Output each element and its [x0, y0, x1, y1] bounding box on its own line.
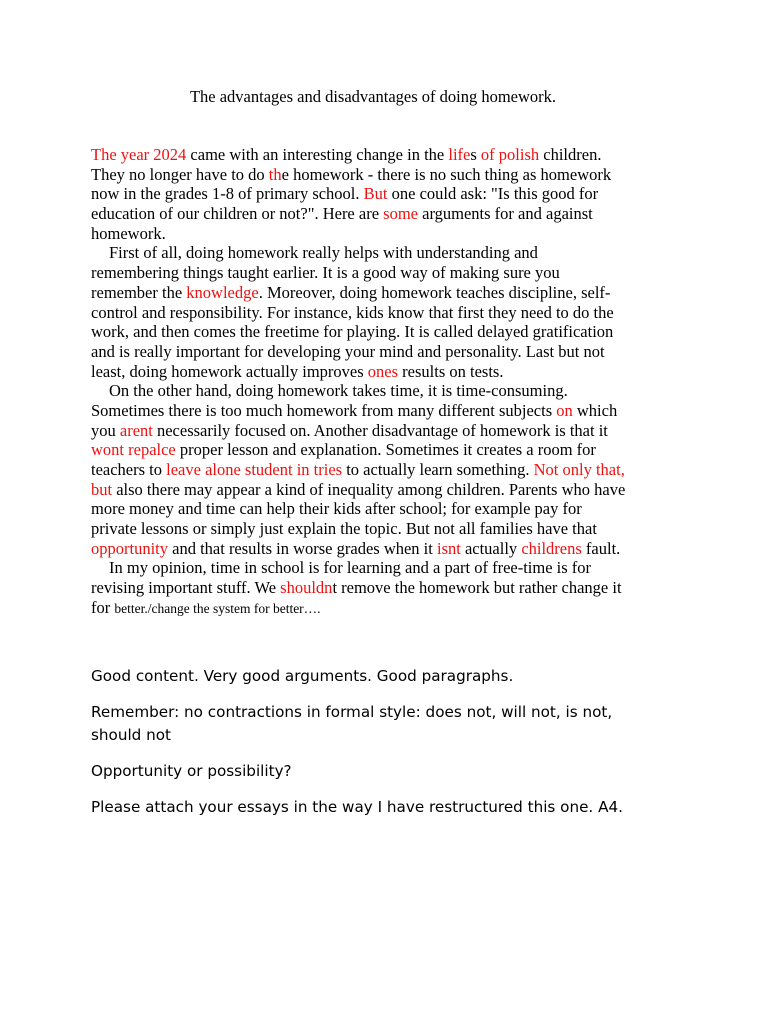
text-segment: On the other hand, doing homework takes time, it is time-consuming. [109, 381, 568, 401]
text-segment: results on tests. [398, 361, 504, 381]
essay-line [91, 303, 687, 323]
essay-body [91, 145, 687, 618]
text-segment: and that results in worse grades when it [168, 538, 437, 558]
marked-error: of polish [480, 145, 540, 164]
text-segment: least, doing homework actually improves [91, 361, 368, 381]
text-segment: First of all, doing homework really helps with understanding and [109, 243, 538, 263]
essay-line [91, 381, 687, 401]
essay-line [91, 165, 687, 185]
marked-error: life [448, 145, 471, 164]
text-segment: arguments for and against [418, 204, 593, 224]
marked-error: knowledge [186, 282, 259, 302]
feedback-line-word-choice: Opportunity or possibility? [91, 762, 292, 780]
text-segment: to actually learn something. [342, 460, 534, 479]
essay-line [91, 480, 687, 500]
marked-error: opportunity [91, 538, 168, 558]
marked-error: on [556, 400, 573, 420]
text-segment: and is really important for developing your mind and personality. Last but not [91, 341, 605, 361]
marked-error: childrens [521, 538, 582, 558]
small-text: better./change the system for better…. [114, 600, 321, 616]
text-segment: fault. [581, 538, 621, 558]
text-segment: e homework - there is no such thing as homework [281, 164, 612, 184]
essay-line [91, 322, 687, 342]
text-segment: for [91, 597, 115, 617]
essay-line [91, 440, 687, 460]
essay-line [91, 184, 687, 204]
marked-error: but [91, 479, 113, 499]
text-segment: teachers to [91, 460, 167, 479]
essay-line [91, 224, 687, 244]
essay-line [91, 263, 687, 283]
essay-line [91, 499, 687, 519]
text-segment: remember the [91, 282, 187, 302]
text-segment: actually [460, 538, 522, 558]
essay-line [91, 145, 687, 165]
essay-line [91, 243, 687, 263]
essay-line [91, 401, 687, 421]
text-segment: They no longer have to do [91, 164, 269, 184]
essay-line [91, 421, 687, 441]
essay-line [91, 539, 687, 559]
essay-line [91, 342, 687, 362]
text-segment: which [572, 400, 618, 420]
essay-line [91, 558, 687, 578]
text-segment: Sometimes there is too much homework from many different subjects [91, 400, 557, 420]
marked-error: Not only that, [533, 460, 625, 479]
essay-line [91, 283, 687, 303]
text-segment: proper lesson and explanation. Sometimes it creates a room for [175, 440, 596, 460]
text-segment: more money and time can help their kids after school; for example pay for [91, 499, 582, 519]
text-segment: s [470, 145, 481, 164]
text-segment: came with an interesting change in the [186, 145, 449, 164]
essay-line [91, 598, 687, 618]
text-segment: education of our children or not?". Here are [91, 204, 384, 224]
essay-line [91, 362, 687, 382]
text-segment: children. [539, 145, 602, 164]
text-segment: private lessons or simply just explain the topic. But not all families have that [91, 519, 597, 539]
essay-line [91, 578, 687, 598]
essay-title: The advantages and disadvantages of doing homework. [189, 87, 557, 106]
marked-error: th [268, 164, 282, 184]
essay-line [91, 519, 687, 539]
text-segment: t remove the homework but rather change it [332, 578, 622, 598]
essay-line [91, 204, 687, 224]
text-segment: also there may appear a kind of inequality among children. Parents who have [112, 479, 626, 499]
essay-line [91, 460, 687, 480]
feedback-line-content: Good content. Very good arguments. Good paragraphs. [91, 667, 514, 685]
marked-error: wont repalce [91, 440, 176, 460]
marked-error: shouldn [280, 578, 333, 598]
teacher-feedback [91, 665, 661, 832]
marked-error: arent [119, 420, 153, 440]
text-segment: control and responsibility. For instance, kids know that first they need to do the [91, 302, 614, 322]
marked-error: some [383, 204, 418, 224]
text-segment: revising important stuff. We [91, 578, 281, 598]
text-segment: remembering things taught earlier. It is a good way of making sure you [91, 263, 560, 283]
text-segment: you [91, 420, 120, 440]
marked-error: The year 2024 [91, 145, 187, 164]
marked-error: ones [367, 361, 399, 381]
feedback-line-contractions: Remember: no contractions in formal style: does not, will not, is not, should not [91, 703, 613, 744]
marked-error: isnt [436, 538, 461, 558]
text-segment: homework. [91, 223, 166, 243]
text-segment: In my opinion, time in school is for learning and a part of free-time is for [109, 558, 592, 578]
text-segment: work, and then comes the freetime for playing. It is called delayed gratification [91, 322, 614, 342]
text-segment: necessarily focused on. Another disadvantage of homework is that it [152, 420, 608, 440]
marked-error: But [363, 184, 388, 204]
marked-error: leave alone student in tries [166, 460, 343, 479]
text-segment: one could ask: "Is this good for [387, 184, 599, 204]
text-segment: . Moreover, doing homework teaches discipline, self- [258, 282, 611, 302]
text-segment: now in the grades 1-8 of primary school. [91, 184, 364, 204]
feedback-line-instructions: Please attach your essays in the way I have restructured this one. A4. [91, 798, 623, 816]
